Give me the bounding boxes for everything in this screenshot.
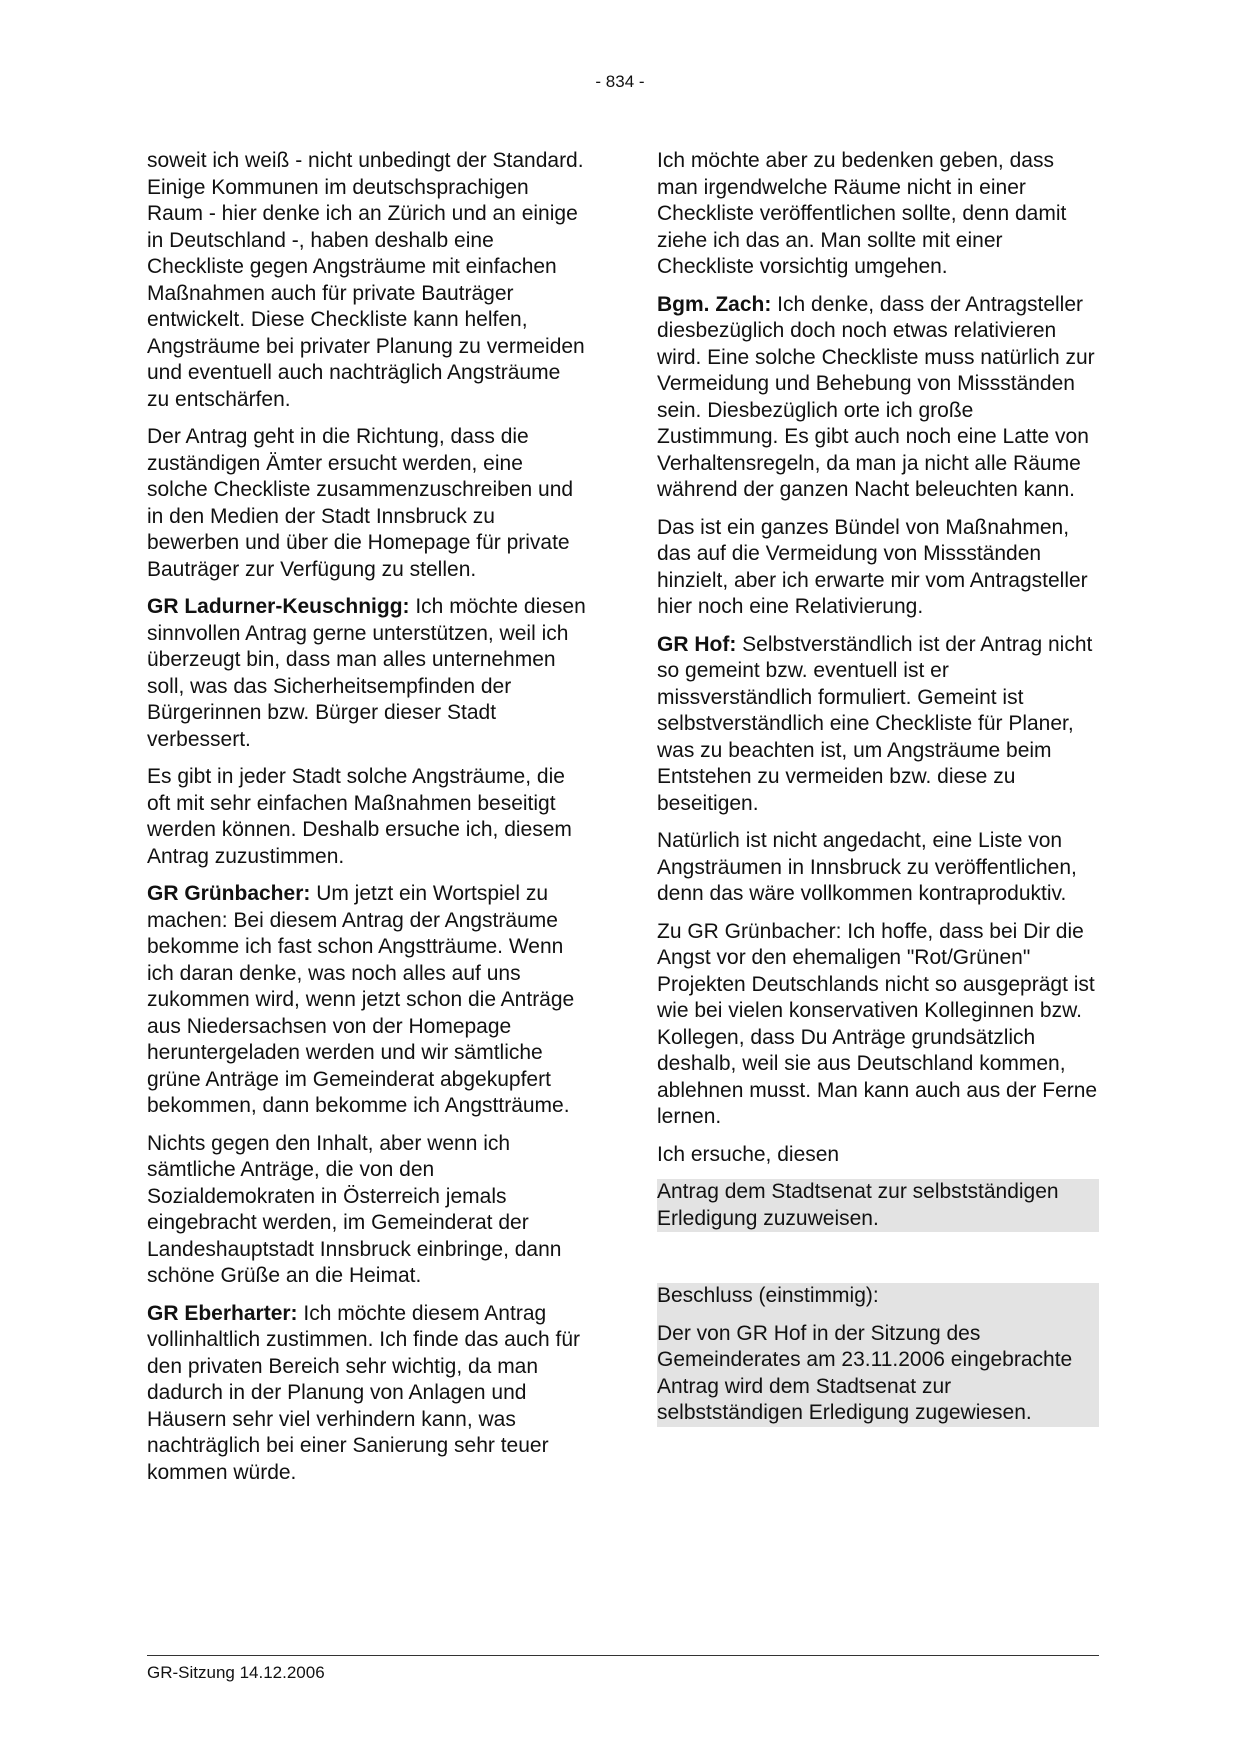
paragraph-text: soweit ich weiß - nicht unbedingt der Standard. Einige Kommunen im deutschsprachigen Raum - hier denke ich an Zürich und an einige in Deutschland -, haben deshalb eine Checkliste gegen Angsträume mit einfachen Maßnahmen auch für private Bauträger entwickelt. Diese Checkliste kann helfen, Angsträume bei privater Planung zu vermeiden und eventuell auch nachträglich Angsträume zu entschärfen. bbox=[147, 149, 585, 411]
page-number: - 834 - bbox=[595, 72, 645, 91]
left-column bbox=[147, 148, 587, 1497]
paragraph-text: Um jetzt ein Wortspiel zu machen: Bei diesem Antrag der Angsträume bekomme ich fast schon Angstträume. Wenn ich daran denke, was noch alles auf uns zukommen wird, wenn jetzt schon die Anträge aus Niedersachsen von der Homepage heruntergeladen werden und wir sämtliche grüne Anträge im Gemeinderat abgekupfert bekommen, dann bekomme ich Angstträume. bbox=[147, 882, 575, 1117]
paragraph bbox=[147, 1131, 587, 1290]
paragraph-text: Selbstverständlich ist der Antrag nicht so gemeint bzw. eventuell ist er missverständlich formuliert. Gemeint ist selbstverständlich eine Checkliste für Planer, was zu beachten ist, um Angsträume beim Entstehen zu vermeiden bzw. diese zu beseitigen. bbox=[657, 632, 1093, 815]
spacer bbox=[657, 1243, 1099, 1283]
resolution-text: Der von GR Hof in der Sitzung des Gemeinderates am 23.11.2006 eingebrachte Antrag wird dem Stadtsenat zur selbstständigen Erledigung zugewiesen. bbox=[657, 1321, 1073, 1424]
paragraph bbox=[147, 148, 587, 413]
paragraph-text: Es gibt in jeder Stadt solche Angsträume, die oft mit sehr einfachen Maßnahmen beseitigt werden können. Deshalb ersuche ich, diesem Antrag zuzustimmen. bbox=[147, 765, 572, 868]
paragraph-text: Ich möchte diesem Antrag vollinhaltlich zustimmen. Ich finde das auch für den privaten Bereich sehr wichtig, da man dadurch in der Planung von Anlagen und Häusern sehr viel verhindern kann, was nachträglich bei einer Sanierung sehr teuer kommen würde. bbox=[147, 1301, 581, 1484]
resolution-box bbox=[657, 1283, 1099, 1427]
paragraph bbox=[147, 764, 587, 870]
resolution-heading: Beschluss (einstimmig): bbox=[657, 1284, 879, 1307]
paragraph-text: Ich denke, dass der Antragsteller diesbezüglich doch noch etwas relativieren wird. Eine solche Checkliste muss natürlich zur Vermeidung und Behebung von Missständen sein. Diesbezüglich orte ich große Zustimmung. Es gibt auch noch eine Latte von Verhaltensregeln, da man ja nicht alle Räume während der ganzen Nacht beleuchten kann. bbox=[657, 292, 1095, 501]
paragraph bbox=[657, 828, 1099, 908]
speaker-name: GR Grünbacher: bbox=[147, 882, 311, 905]
paragraph-text: Natürlich ist nicht angedacht, eine Liste von Angsträumen in Innsbruck zu veröffentlichen, denn das wäre vollkommen kontraproduktiv. bbox=[657, 829, 1077, 905]
paragraph bbox=[147, 881, 587, 1120]
paragraph-text: Der Antrag geht in die Richtung, dass die zuständigen Ämter ersucht werden, eine solche Checkliste zusammenzuschreiben und in den Medien der Stadt Innsbruck zu bewerben und über die Homepage für private Bauträger zur Verfügung zu stellen. bbox=[147, 425, 574, 581]
paragraph-text: Das ist ein ganzes Bündel von Maßnahmen, das auf die Vermeidung von Missständen hinzielt, aber ich erwarte mir vom Antragsteller hier noch eine Relativierung. bbox=[657, 515, 1088, 618]
paragraph-text: Ich möchte diesen sinnvollen Antrag gerne unterstützen, weil ich überzeugt bin, dass man alles unternehmen soll, was das Sicherheitsempfinden der Bürgerinnen bzw. Bürger dieser Stadt verbessert. bbox=[147, 595, 586, 751]
paragraph bbox=[657, 1142, 1099, 1169]
paragraph bbox=[657, 292, 1099, 504]
paragraph-text: Ich ersuche, diesen bbox=[657, 1142, 840, 1166]
paragraph bbox=[657, 148, 1099, 281]
paragraph bbox=[147, 424, 587, 583]
paragraph bbox=[657, 919, 1099, 1131]
footer: GR-Sitzung 14.12.2006 bbox=[147, 1663, 325, 1682]
paragraph bbox=[657, 515, 1099, 621]
paragraph bbox=[147, 594, 587, 753]
footer-divider bbox=[147, 1655, 1099, 1656]
speaker-name: GR Ladurner-Keuschnigg: bbox=[147, 595, 410, 618]
motion-box: Antrag dem Stadtsenat zur selbstständigen Erledigung zuzuweisen. bbox=[657, 1179, 1099, 1232]
paragraph-text: Nichts gegen den Inhalt, aber wenn ich sämtliche Anträge, die von den Sozialdemokraten in Österreich jemals eingebracht werden, im Gemeinderat der Landeshauptstadt Innsbruck einbringe, dann schöne Grüße an die Heimat. bbox=[147, 1131, 562, 1287]
right-column bbox=[657, 148, 1099, 1427]
speaker-name: GR Eberharter: bbox=[147, 1301, 298, 1325]
paragraph bbox=[657, 632, 1099, 818]
paragraph-text: Zu GR Grünbacher: Ich hoffe, dass bei Dir die Angst vor den ehemaligen "Rot/Grünen" Projekten Deutschlands nicht so ausgeprägt ist wie bei vielen konservativen Kolleginnen bzw. Kollegen, dass Du Anträge grundsätzlich deshalb, weil sie aus Deutschland kommen, ablehnen musst. Man kann auch aus der Ferne lernen. bbox=[657, 919, 1098, 1128]
paragraph bbox=[147, 1301, 587, 1487]
paragraph-text: Ich möchte aber zu bedenken geben, dass man irgendwelche Räume nicht in einer Checkliste veröffentlichen sollte, denn damit ziehe ich das an. Man sollte mit einer Checkliste vorsichtig umgehen. bbox=[657, 149, 1067, 278]
speaker-name: Bgm. Zach: bbox=[657, 292, 772, 316]
speaker-name: GR Hof: bbox=[657, 632, 737, 656]
